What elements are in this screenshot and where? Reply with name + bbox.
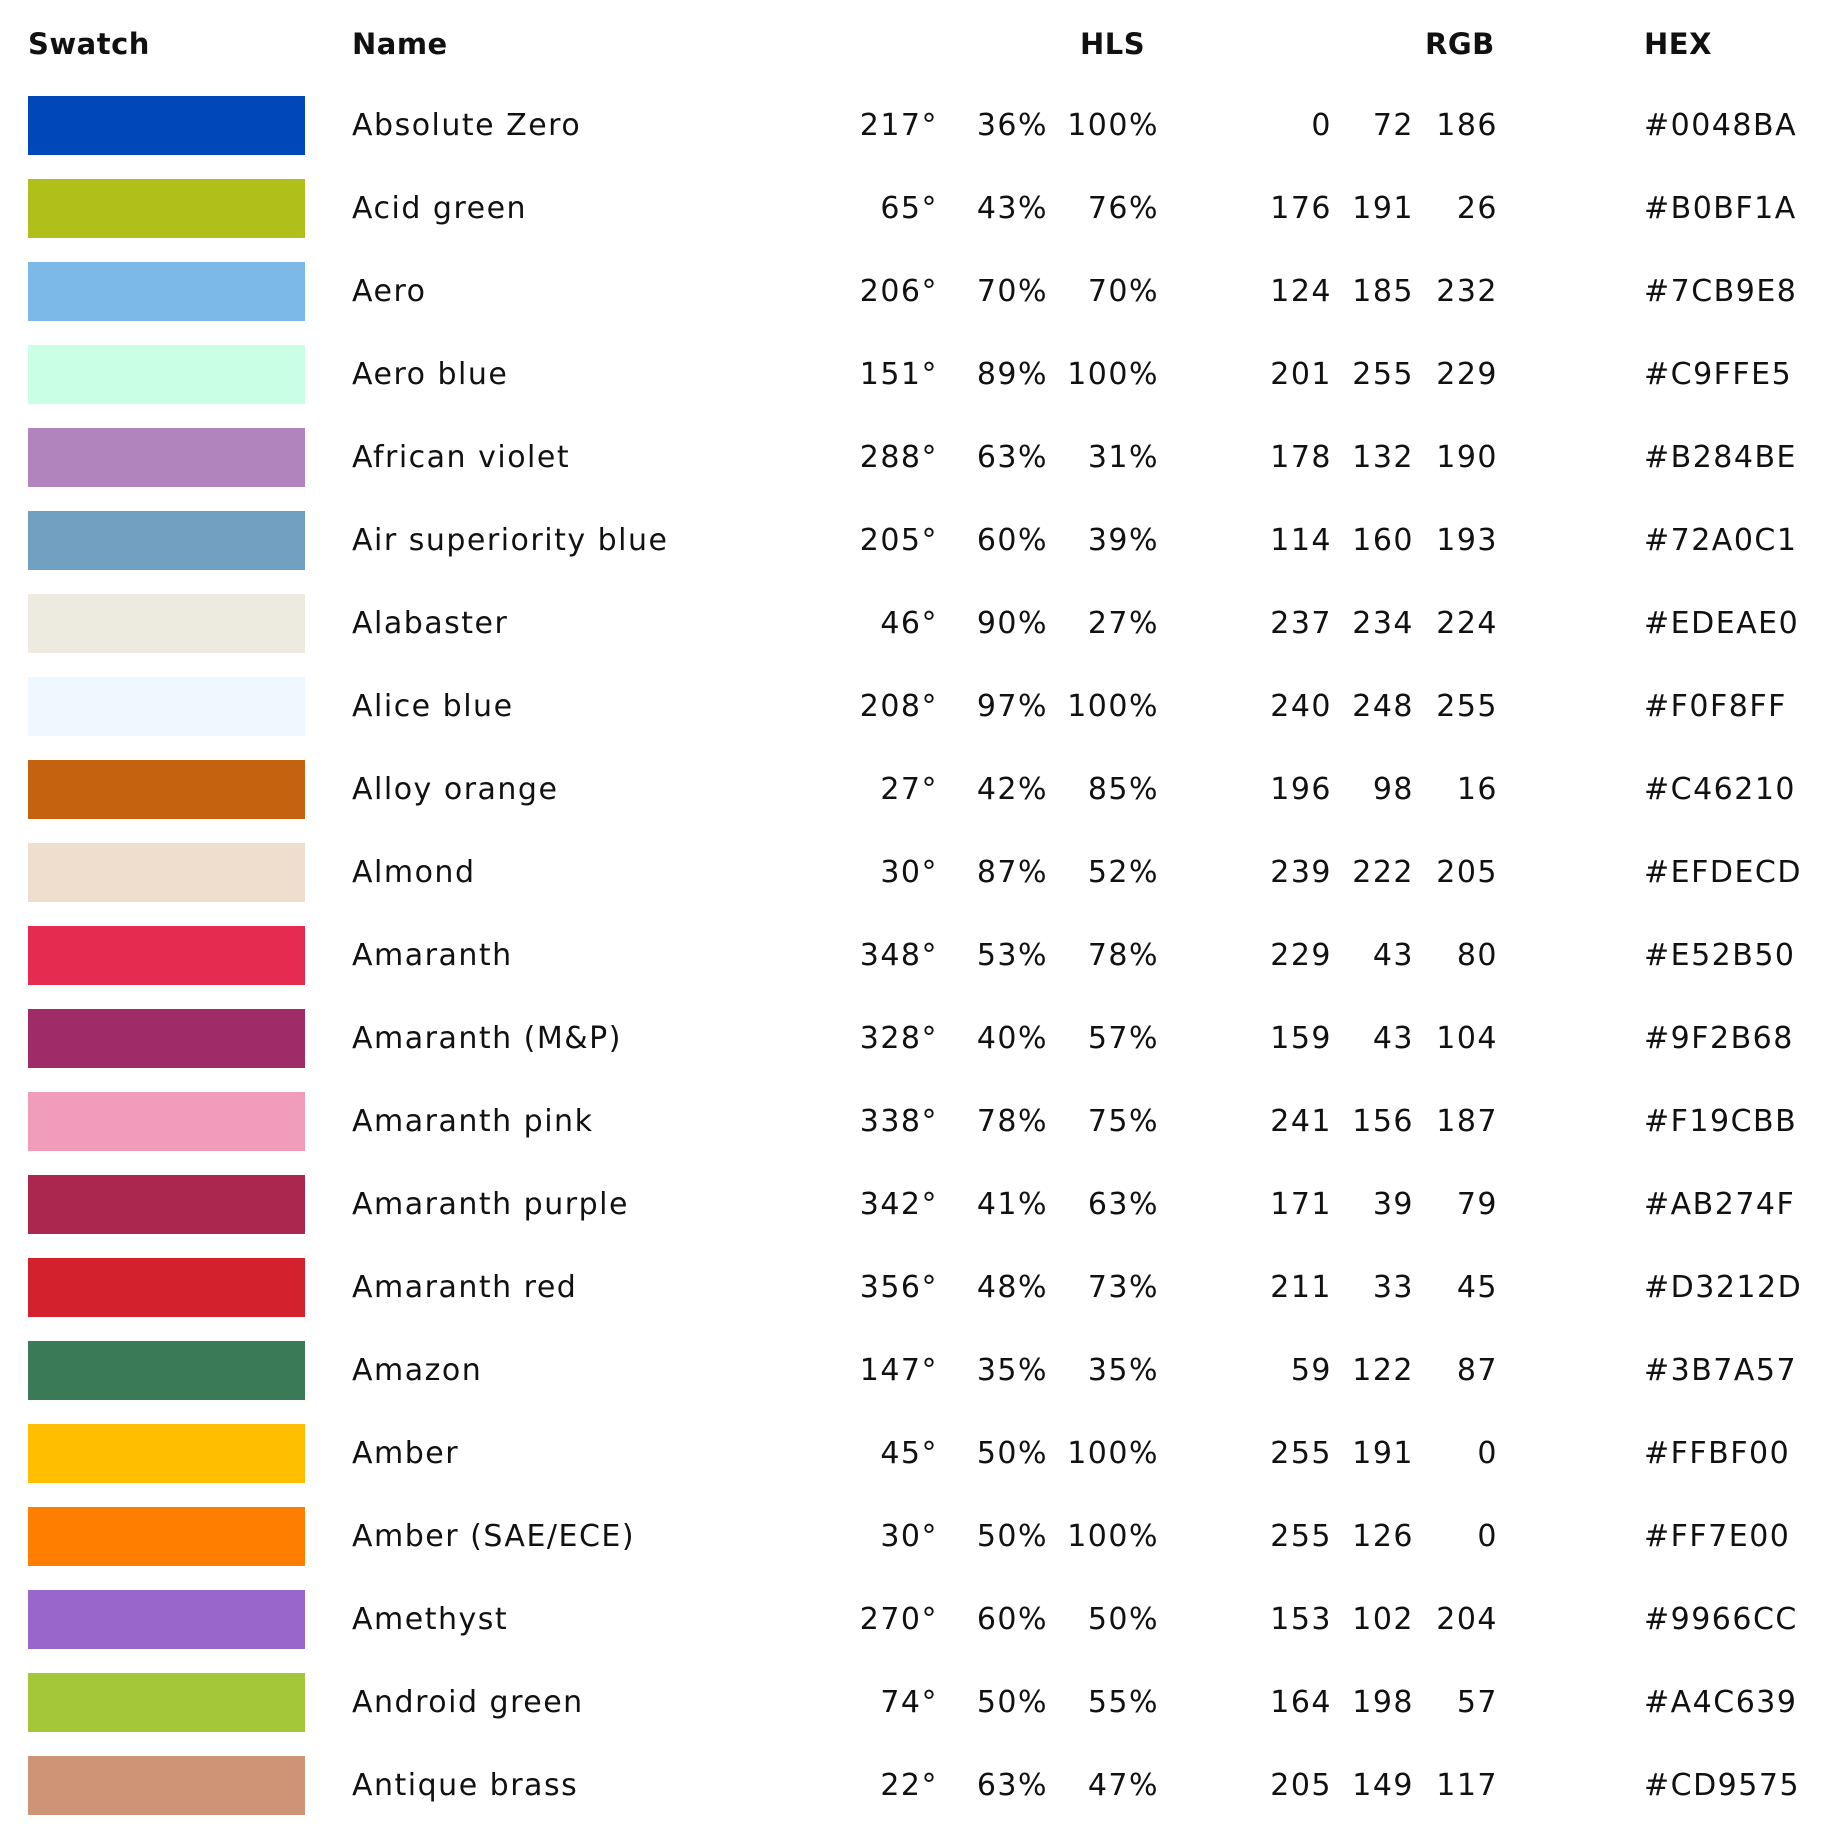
hls-lightness: 35%: [976, 1353, 1048, 1388]
hls-hue: 22°: [880, 1768, 938, 1803]
hex-code: #A4C639: [1644, 1685, 1798, 1720]
color-name: African violet: [352, 440, 571, 475]
rgb-blue: 255: [1436, 689, 1498, 724]
table-row: [0, 594, 1824, 654]
rgb-blue: 0: [1477, 1519, 1498, 1554]
hls-saturation: 85%: [1087, 772, 1159, 807]
hls-saturation: 78%: [1087, 938, 1159, 973]
color-swatch: [28, 511, 305, 570]
rgb-green: 191: [1352, 1436, 1414, 1471]
color-name: Antique brass: [352, 1768, 579, 1803]
hls-hue: 217°: [859, 108, 938, 143]
table-row: [0, 677, 1824, 737]
hls-hue: 356°: [859, 1270, 938, 1305]
table-row: [0, 511, 1824, 571]
hls-saturation: 47%: [1087, 1768, 1159, 1803]
hls-hue: 338°: [859, 1104, 938, 1139]
hls-saturation: 100%: [1067, 108, 1159, 143]
hls-saturation: 55%: [1087, 1685, 1159, 1720]
rgb-green: 43: [1372, 938, 1414, 973]
hls-lightness: 50%: [976, 1519, 1048, 1554]
header-hls: HLS: [1080, 27, 1146, 61]
hls-hue: 46°: [880, 606, 938, 641]
hls-saturation: 39%: [1087, 523, 1159, 558]
rgb-red: 164: [1270, 1685, 1332, 1720]
hex-code: #C46210: [1644, 772, 1797, 807]
color-name: Amaranth red: [352, 1270, 578, 1305]
hls-saturation: 100%: [1067, 1519, 1159, 1554]
hex-code: #D3212D: [1644, 1270, 1803, 1305]
hls-hue: 342°: [859, 1187, 938, 1222]
hls-saturation: 100%: [1067, 689, 1159, 724]
rgb-blue: 104: [1436, 1021, 1498, 1056]
color-name: Air superiority blue: [352, 523, 669, 558]
hex-code: #EFDECD: [1644, 855, 1802, 890]
header-name: Name: [352, 27, 448, 61]
color-name: Acid green: [352, 191, 528, 226]
rgb-green: 102: [1352, 1602, 1414, 1637]
table-row: [0, 1590, 1824, 1650]
rgb-green: 39: [1372, 1187, 1414, 1222]
hls-lightness: 63%: [976, 1768, 1048, 1803]
rgb-blue: 232: [1436, 274, 1498, 309]
color-swatch: [28, 1756, 305, 1815]
color-name: Amaranth pink: [352, 1104, 594, 1139]
rgb-red: 178: [1270, 440, 1332, 475]
hls-lightness: 63%: [976, 440, 1048, 475]
rgb-blue: 186: [1436, 108, 1498, 143]
rgb-blue: 204: [1436, 1602, 1498, 1637]
rgb-blue: 187: [1436, 1104, 1498, 1139]
color-swatch: [28, 926, 305, 985]
hex-code: #B0BF1A: [1644, 191, 1797, 226]
hls-lightness: 60%: [976, 1602, 1048, 1637]
color-name: Aero: [352, 274, 427, 309]
color-name: Android green: [352, 1685, 584, 1720]
rgb-blue: 45: [1456, 1270, 1498, 1305]
table-row: [0, 428, 1824, 488]
color-name: Alloy orange: [352, 772, 559, 807]
hls-hue: 30°: [880, 855, 938, 890]
color-swatch: [28, 1341, 305, 1400]
rgb-red: 255: [1270, 1519, 1332, 1554]
color-swatch: [28, 594, 305, 653]
hls-lightness: 40%: [976, 1021, 1048, 1056]
rgb-green: 72: [1372, 108, 1414, 143]
hex-code: #7CB9E8: [1644, 274, 1798, 309]
rgb-red: 0: [1311, 108, 1332, 143]
rgb-blue: 117: [1436, 1768, 1498, 1803]
rgb-green: 160: [1352, 523, 1414, 558]
hls-saturation: 27%: [1087, 606, 1159, 641]
rgb-blue: 57: [1456, 1685, 1498, 1720]
hls-lightness: 41%: [976, 1187, 1048, 1222]
hex-code: #C9FFE5: [1644, 357, 1793, 392]
rgb-green: 98: [1372, 772, 1414, 807]
hls-lightness: 78%: [976, 1104, 1048, 1139]
table-row: [0, 1507, 1824, 1567]
hex-code: #EDEAE0: [1644, 606, 1800, 641]
rgb-green: 255: [1352, 357, 1414, 392]
rgb-red: 239: [1270, 855, 1332, 890]
rgb-blue: 224: [1436, 606, 1498, 641]
hls-hue: 27°: [880, 772, 938, 807]
hls-hue: 151°: [859, 357, 938, 392]
hls-hue: 208°: [859, 689, 938, 724]
color-swatch: [28, 1258, 305, 1317]
hls-lightness: 36%: [976, 108, 1048, 143]
hex-code: #0048BA: [1644, 108, 1798, 143]
rgb-blue: 80: [1456, 938, 1498, 973]
rgb-red: 59: [1290, 1353, 1332, 1388]
rgb-red: 124: [1270, 274, 1332, 309]
rgb-blue: 79: [1456, 1187, 1498, 1222]
hls-lightness: 48%: [976, 1270, 1048, 1305]
color-name: Amaranth: [352, 938, 513, 973]
table-row: [0, 96, 1824, 156]
color-name: Almond: [352, 855, 476, 890]
color-swatch: [28, 1507, 305, 1566]
color-swatch: [28, 760, 305, 819]
rgb-green: 122: [1352, 1353, 1414, 1388]
table-row: [0, 1092, 1824, 1152]
hls-lightness: 60%: [976, 523, 1048, 558]
rgb-green: 149: [1352, 1768, 1414, 1803]
hls-hue: 147°: [859, 1353, 938, 1388]
rgb-red: 171: [1270, 1187, 1332, 1222]
table-row: [0, 262, 1824, 322]
hex-code: #FF7E00: [1644, 1519, 1791, 1554]
color-swatch: [28, 96, 305, 155]
rgb-blue: 87: [1456, 1353, 1498, 1388]
hls-saturation: 70%: [1087, 274, 1159, 309]
hex-code: #9F2B68: [1644, 1021, 1794, 1056]
hls-saturation: 52%: [1087, 855, 1159, 890]
hls-saturation: 100%: [1067, 357, 1159, 392]
hls-hue: 205°: [859, 523, 938, 558]
rgb-red: 176: [1270, 191, 1332, 226]
hls-saturation: 31%: [1087, 440, 1159, 475]
color-name: Absolute Zero: [352, 108, 582, 143]
color-name: Amethyst: [352, 1602, 509, 1637]
hls-hue: 74°: [880, 1685, 938, 1720]
color-name: Aero blue: [352, 357, 509, 392]
hls-hue: 45°: [880, 1436, 938, 1471]
color-name: Amaranth (M&P): [352, 1021, 622, 1056]
hls-saturation: 75%: [1087, 1104, 1159, 1139]
rgb-green: 234: [1352, 606, 1414, 641]
color-name: Amaranth purple: [352, 1187, 629, 1222]
table-row: [0, 1424, 1824, 1484]
color-name: Alabaster: [352, 606, 509, 641]
hex-code: #72A0C1: [1644, 523, 1798, 558]
hex-code: #AB274F: [1644, 1187, 1796, 1222]
rgb-red: 255: [1270, 1436, 1332, 1471]
color-swatch: [28, 345, 305, 404]
rgb-red: 114: [1270, 523, 1332, 558]
hls-lightness: 89%: [976, 357, 1048, 392]
rgb-green: 191: [1352, 191, 1414, 226]
hls-lightness: 90%: [976, 606, 1048, 641]
table-row: [0, 760, 1824, 820]
color-swatch: [28, 1092, 305, 1151]
hls-hue: 288°: [859, 440, 938, 475]
table-row: [0, 1258, 1824, 1318]
table-row: [0, 345, 1824, 405]
color-name: Amber (SAE/ECE): [352, 1519, 636, 1554]
rgb-blue: 0: [1477, 1436, 1498, 1471]
hls-lightness: 43%: [976, 191, 1048, 226]
table-row: [0, 1673, 1824, 1733]
hls-hue: 30°: [880, 1519, 938, 1554]
header-rgb: RGB: [1425, 27, 1495, 61]
hex-code: #3B7A57: [1644, 1353, 1798, 1388]
hls-saturation: 73%: [1087, 1270, 1159, 1305]
rgb-green: 222: [1352, 855, 1414, 890]
color-name: Amazon: [352, 1353, 483, 1388]
color-swatch: [28, 262, 305, 321]
rgb-blue: 26: [1456, 191, 1498, 226]
color-name: Amber: [352, 1436, 460, 1471]
table-row: [0, 1009, 1824, 1069]
color-swatch: [28, 1590, 305, 1649]
hls-hue: 270°: [859, 1602, 938, 1637]
table-row: [0, 843, 1824, 903]
hls-lightness: 50%: [976, 1685, 1048, 1720]
color-swatch: [28, 1673, 305, 1732]
rgb-red: 211: [1270, 1270, 1332, 1305]
hls-hue: 65°: [880, 191, 938, 226]
color-swatch: [28, 677, 305, 736]
rgb-red: 229: [1270, 938, 1332, 973]
rgb-red: 201: [1270, 357, 1332, 392]
color-swatch: [28, 428, 305, 487]
rgb-red: 153: [1270, 1602, 1332, 1637]
header-hex: HEX: [1644, 27, 1712, 61]
rgb-green: 198: [1352, 1685, 1414, 1720]
rgb-green: 185: [1352, 274, 1414, 309]
rgb-red: 159: [1270, 1021, 1332, 1056]
hex-code: #F0F8FF: [1644, 689, 1787, 724]
table-row: [0, 926, 1824, 986]
hls-saturation: 57%: [1087, 1021, 1159, 1056]
rgb-green: 33: [1372, 1270, 1414, 1305]
hex-code: #B284BE: [1644, 440, 1798, 475]
hls-saturation: 100%: [1067, 1436, 1159, 1471]
table-row: [0, 179, 1824, 239]
rgb-green: 132: [1352, 440, 1414, 475]
rgb-blue: 190: [1436, 440, 1498, 475]
color-swatch: [28, 1424, 305, 1483]
color-swatch: [28, 1175, 305, 1234]
rgb-green: 126: [1352, 1519, 1414, 1554]
rgb-red: 240: [1270, 689, 1332, 724]
hls-lightness: 42%: [976, 772, 1048, 807]
hls-hue: 206°: [859, 274, 938, 309]
hls-hue: 348°: [859, 938, 938, 973]
header-swatch: Swatch: [28, 27, 150, 61]
hls-saturation: 50%: [1087, 1602, 1159, 1637]
hex-code: #9966CC: [1644, 1602, 1798, 1637]
rgb-blue: 16: [1456, 772, 1498, 807]
hls-lightness: 70%: [976, 274, 1048, 309]
rgb-green: 43: [1372, 1021, 1414, 1056]
table-row: [0, 1341, 1824, 1401]
hls-lightness: 97%: [976, 689, 1048, 724]
color-swatch: [28, 179, 305, 238]
hls-saturation: 63%: [1087, 1187, 1159, 1222]
hls-lightness: 53%: [976, 938, 1048, 973]
rgb-blue: 229: [1436, 357, 1498, 392]
rgb-red: 237: [1270, 606, 1332, 641]
rgb-red: 241: [1270, 1104, 1332, 1139]
color-swatch: [28, 843, 305, 902]
rgb-blue: 193: [1436, 523, 1498, 558]
hex-code: #CD9575: [1644, 1768, 1801, 1803]
rgb-red: 196: [1270, 772, 1332, 807]
rgb-red: 205: [1270, 1768, 1332, 1803]
table-row: [0, 1756, 1824, 1816]
hex-code: #FFBF00: [1644, 1436, 1791, 1471]
hls-saturation: 76%: [1087, 191, 1159, 226]
hls-lightness: 87%: [976, 855, 1048, 890]
rgb-green: 156: [1352, 1104, 1414, 1139]
color-swatch: [28, 1009, 305, 1068]
hex-code: #E52B50: [1644, 938, 1796, 973]
color-name: Alice blue: [352, 689, 514, 724]
hls-lightness: 50%: [976, 1436, 1048, 1471]
rgb-blue: 205: [1436, 855, 1498, 890]
rgb-green: 248: [1352, 689, 1414, 724]
hls-hue: 328°: [859, 1021, 938, 1056]
hls-saturation: 35%: [1087, 1353, 1159, 1388]
table-row: [0, 1175, 1824, 1235]
hex-code: #F19CBB: [1644, 1104, 1798, 1139]
